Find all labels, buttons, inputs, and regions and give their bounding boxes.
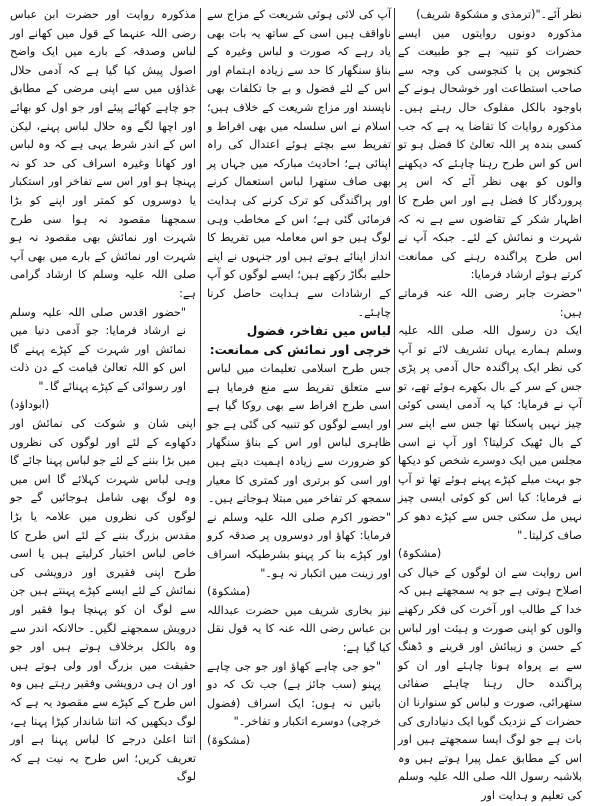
hadith-text: "حضور اقدس صلی اللہ علیہ وسلم نے ارشاد فرمایا: جو آدمی دنیا میں نمائش اور شہرت کے کپڑے پہنے گا اس کو اللہ تعالیٰ قیامت کے دن ذلت اور رسوائی کے کپڑے پہنائے گا۔" [10, 305, 186, 393]
paragraph: مذکورہ روایت اور حضرت ابن عباس رضی اللہ عنہما کے قول میں کھانے اور لباس وصدقہ کے بارے میں ایک واضح اصول پیش کیا گیا ہے کہ آدمی حلال غذاؤں میں سے اپنی مرضی کے مطابق جو چاہے کھائے پیئے اور جو اول کو بھائے اور اچھا لگے وہ حلال لباس پہنے، لیکن اس کے اندر شرط یہی ہے کہ وہ لباس اور کھانا وغیرہ اسراف کی حد کو نہ پہنچا ہو اور اس سے تفاخر اور استکبار یا دوسروں کو کمتر اور اپنے کو بڑا سمجھنا مقصود نہ ہوا سی طرح شہرت اور نمائش بھی مقصود نہ ہو شہرت اور نمائش کے بارے میں بھی آپ صلی اللہ علیہ وسلم کا ارشاد گرامی ہے: [10, 8, 196, 300]
quote-text: "جو جی چاہے کھاؤ اور جو جی چاہے پہنو (سب جائز ہے) جب تک کہ دو باتیں نہ ہوں: ایک اسراف (فضول خرچی) دوسرے اتکبار و تفاخر۔" [207, 659, 381, 729]
column-divider [200, 8, 201, 750]
column-divider [394, 8, 395, 750]
hadith-text: "حضور اکرم صلی اللہ علیہ وسلم نے فرمایا: کھاؤ اور دوسروں پر صدقہ کرو اور کپڑے بنا کر پہنو بشرطیکہ اسراف اور زینت میں اتکبار نہ ہو۔" [207, 510, 391, 580]
paragraph: جس طرح اسلامی تعلیمات میں لباس سے متعلق تفریط سے منع فرمایا ہے اسی طرح افراط سے بھی روکا گیا ہے اور ایسے لوگوں کو تنبیہ کی گئی ہے جو ظاہری لباس اور اس کے بناؤ سنگھار کو ضرورت سے زیادہ اہمیت دیتے ہیں اور اسی کو برتری اور کمتری کا معیار سمجھ کر تفاخر میں مبتلا ہوجاتے ہیں۔ [207, 362, 391, 506]
hadith-intro: "حضرت جابر رضی اللہ عنہ فرماتے ہیں: [398, 286, 582, 319]
hadith-text: ایک دن رسول اللہ صلی اللہ علیہ وسلم ہمارے یہاں تشریف لائے تو آپ کی نظر ایک پراگندہ حال آدمی پر پڑی جس کے سر کے بال بکھرے ہوئے تھے، تو آپ نے فرمایا: کیا یہ آدمی ایسی کوئی چیز نہیں پاسکتا تھا جس سے اپنے سر کے بال ٹھیک کرلیتا؟ اور آپ نے اسی مجلس میں ایک دوسرے شخص کو دیکھا جو بہت میلے کپڑے پہنے ہوئے تھا تو آپ نے فرمایا: کیا اس کو کوئی ایسی چیز نہیں مل سکتی جس سے کپڑے دھو کر صاف کرلیتا۔" [398, 324, 582, 542]
citation: (مشکوۃ) [207, 733, 251, 747]
section-heading: لباس میں تفاخر، فضول خرچی اور نمائش کی ممانعت: [209, 324, 391, 358]
citation: (ابوداؤد) [10, 398, 50, 412]
paragraph: آپ کی لائی ہوئی شریعت کے مزاج سے ناواقف ہیں اسی کے ساتھ یہ بات بھی یاد رہے کہ صورت و لباس وغیرہ کے بناؤ سنگھار کا حد سے زیادہ اہتمام اور اس کے لئے فضول و بے جا تکلفات بھی ناپسند اور مزاج شریعت کے خلاف ہیں؛ اسلام نے اس سلسلہ میں بھی افراط و تفریط سے بچتے ہوئے اعتدال کی راہ اپنائی ہے؛ احادیث مبارکہ میں جہاں پر بھی صاف ستھرا لباس استعمال کرنے اور پراگندگی کو ترک کرنے کی ہدایت فرمائی گئی ہے؛ اس کے مخاطب وہی لوگ ہیں جو اس معاملہ میں تفریط کا انداز اپنائے ہوتے ہیں اور جنہوں نے اپنے حلیے بگاڑ رکھے ہیں؛ ایسے لوگوں کو آپ کے ارشادات سے ہدایت حاصل کرنا چاہئے۔ [206, 8, 391, 319]
source-tag: نظر آئے۔"(ترمذی و مشکوۃ شریف) [416, 8, 582, 21]
paragraph: اپنی شان و شوکت کی نمائش اور دکھاوے کے لئے اور لوگوں کی نظروں میں بڑا بننے کے لئے جو لباس پہنا جائے گا وہی لباس شہرت کہلائے گا اس میں وہ لوگ بھی شامل ہوجائیں گے جو لوگوں کی نظروں میں علامہ یا بڑا مقدس بزرگ بننے کے لئے اس طرح کا خاص لباس اختیار کرلیتے ہیں یا اسی طرح اپنی فقیری اور درویشی کی نمائش کے لئے ایسے کپڑے پہنتے ہیں جن سے لوگ ان کو پہنچا ہوا فقیر اور درویش سمجھنے لگیں۔ حالانکہ اندر سے وہ بالکل برخلاف ہوتے ہیں اور جو حقیقت میں بزرگ اور ولی ہوتے ہیں اور ان ہی درویشی وفقیر رہتے ہیں وہ اس طرح کے کپڑے سے مقصود یہ ہے کہ لوگ دیکھیں کہ اتنا شاندار کپڑا پہنا ہے، اتنا اعلیٰ درجے کا لباس پہنا ہے اور تعریف کریں؛ اس طرح یہ نیت ہے کہ لوگ [10, 417, 196, 784]
citation: (مشکوۃ) [398, 547, 442, 561]
paragraph: اس روایت سے ان لوگوں کے خیال کی اصلاح ہوتی ہے جو یہ سمجھتے ہیں کہ خدا کے طالب اور آخرت کی فکر رکھنے والوں کو اپنی صورت و ہیئت اور لباس کے حسن و زیبائش اور قرینے و ڈھنگ سے بے پرواہ ہونا چاہئے اور ان کو پراگندہ حال رہنا چاہئے صفائی ستھرائی، صورت و لباس کو سنوارنا ان حضرات کے نزدیک گویا ایک دنیاداری کی بات ہے جو لوگ ایسا سمجھتے ہیں اور اس کے مطابق عمل پیرا ہوتے ہیں وہ بلاشبہ رسول اللہ صلی اللہ علیہ وسلم کی تعلیم و ہدایت اور [398, 565, 582, 802]
left-column [10, 6, 196, 784]
middle-column [207, 6, 391, 752]
citation: (مشکوۃ) [207, 585, 251, 599]
right-column [398, 6, 582, 802]
paragraph: نیز بخاری شریف میں حضرت عبداللہ بن عباس رضی اللہ عنہ کا یہ قول نقل کیا گیا ہے: [207, 603, 391, 654]
paragraph: مذکورہ دونوں روایتوں میں ایسے حضرات کو تنبیہ ہے جو طبیعت کے کنجوس پن یا کنجوسی کی وجہ سے صاحب استطاعت اور خوشحال ہونے کے باوجود بالکل مفلوک حال رہتے ہیں۔ مذکورہ روایات کا تقاضا یہ ہے کہ جب کسی بندہ پر اللہ تعالیٰ کا فضل ہو تو اس کو اس طرح رہنا چاہئے کہ دیکھنے والوں کو بھی نظر آئے کہ اس پر پروردگار کا فضل ہے اور اس طرح کا اظہار شکر کے تقاضوں سے ہے نہ کہ شہرت و نمائش کے لئے۔ جبکہ آپ نے اس طرح پراگندہ رہنے کی ممانعت کرتے ہوئے ارشاد فرمایا: [398, 26, 582, 282]
